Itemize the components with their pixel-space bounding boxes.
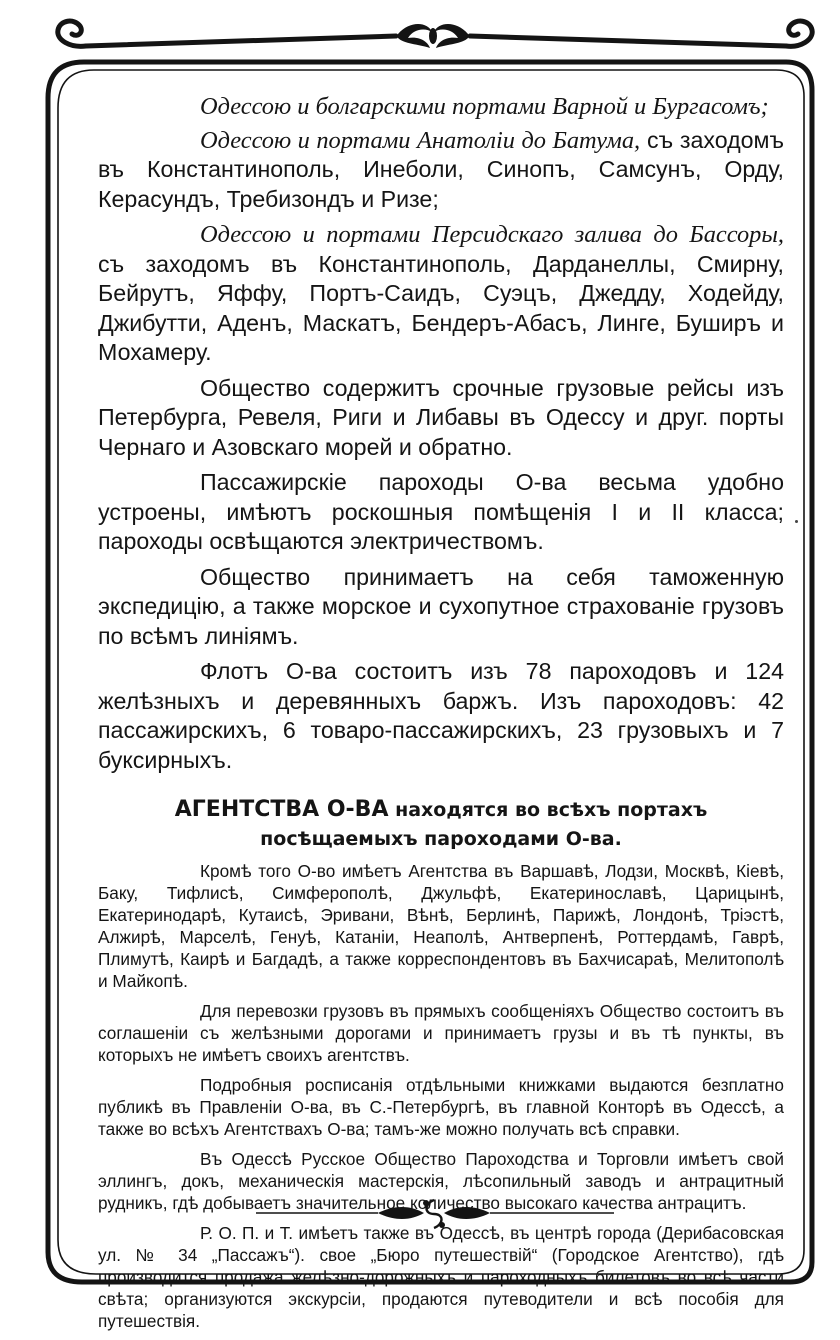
route-paragraph-anatolia	[98, 126, 784, 215]
passenger-paragraph: Пассажирскіе пароходы О-ва весьма удобно устроены, имѣютъ роскошныя помѣщенія I и II класса; пароходы освѣщаются электричествомъ.	[98, 469, 784, 554]
section-heading-lead: АГЕНТСТВА О-ВА	[174, 797, 389, 822]
italic-lead: Одессою и портами Анатоліи до Батума,	[200, 126, 641, 154]
italic-lead: Одессою и портами Персидскаго залива до Бассоры,	[200, 221, 784, 248]
agencies-paragraph: Кромѣ того О-во имѣетъ Агентства въ Варшавѣ, Лодзи, Москвѣ, Кіевѣ, Баку, Тифлисѣ, Симферополѣ, Джульфѣ, Екатеринославѣ, Царицынѣ, Екатеринодарѣ, Кутаисѣ, Эривани, Вѣнѣ, Берлинѣ, Парижѣ, Лондонѣ, Тріэстѣ, Алжирѣ, Марселѣ, Генуѣ, Катаніи, Неаполѣ, Антверпенѣ, Роттердамѣ, Гаврѣ, Плимутѣ, Каирѣ и Багдадѣ, а также корреспондентовъ въ Бахчисараѣ, Мелитополѣ и Майкопѣ.	[98, 861, 784, 991]
top-left-curl-icon	[58, 21, 86, 46]
fleet-paragraph: Флотъ О-ва состоитъ изъ 78 пароходовъ и 124 желѣзныхъ и деревянныхъ баржъ. Изъ пароходовъ: 42 пассажирскихъ, 6 товаро-пассажирскихъ, 23 грузовыхъ и 7 буксирныхъ.	[98, 658, 784, 773]
travel-bureau-paragraph: Р. О. П. и Т. имѣетъ также въ Одессѣ, въ центрѣ города (Дерибасовская ул. № 34 „Пассажъ“). свое „Бюро путешествій“ (Городское Агентство), гдѣ производится продажа желѣзно-дорожныхъ и пароходныхъ билетовъ во всѣ части свѣта; организуются экскурсіи, продаются путеводители и всѣ пособія для путешествія.	[98, 1223, 784, 1331]
railway-paragraph: Для перевозки грузовъ въ прямыхъ сообщеніяхъ Общество состоитъ въ соглашеніи съ желѣзными дорогами и принимаетъ грузы и въ тѣ пункты, въ которыхъ не имѣетъ своихъ агентствъ.	[98, 1001, 784, 1065]
text-body	[98, 92, 784, 1340]
facilities-paragraph: Въ Одессѣ Русское Общество Пароходства и Торговли имѣетъ свой эллингъ, докъ, механическія мастерскія, лѣсопильный заводъ и антрацитный рудникъ, гдѣ добываетъ значительное количество высокаго качества антрацитъ.	[98, 1149, 784, 1213]
section-heading	[106, 795, 776, 854]
cargo-paragraph: Общество содержитъ срочные грузовые рейсы изъ Петербурга, Ревеля, Риги и Либавы въ Одессу и друг. порты Чернаго и Азовскаго морей и обратно.	[98, 374, 784, 460]
italic-lead: Одессою и болгарскими портами Варной и Бургасомъ;	[200, 93, 769, 120]
timetables-paragraph: Подробныя росписанія отдѣльными книжками выдаются безплатно публикѣ въ Правленіи О-ва, въ С.-Петербургѣ, въ главной Конторѣ въ Одессѣ, а также во всѣхъ Агентствахъ О-ва; тамъ-же можно получать всѣ справки.	[98, 1075, 784, 1139]
ink-speck	[795, 520, 798, 523]
customs-paragraph: Общество принимаетъ на себя таможенную экспедицію, а также морское и сухопутное страхованіе грузовъ по всѣмъ линіямъ.	[98, 563, 784, 649]
paragraph-text: съ заходомъ въ Константинополь, Дарданеллы, Смирну, Бейрутъ, Яффу, Портъ-Саидъ, Суэцъ, Джедду, Ходейду, Джибутти, Аденъ, Маскатъ, Бендеръ-Абасъ, Линге, Буширъ и Мохамеру.	[98, 250, 784, 365]
route-paragraph-bulgaria	[98, 92, 784, 122]
section-heading-rest: находятся во всѣхъ портахъ посѣщаемыхъ пароходами О-ва.	[260, 799, 708, 850]
top-right-curl-icon	[786, 21, 812, 46]
top-rule	[86, 36, 396, 46]
scroll-flourish-icon	[398, 24, 468, 48]
paragraph-text: съ заходомъ въ Константинополь, Инеболи, Синопъ, Самсунъ, Орду, Керасундъ, Требизондъ и Ризе;	[98, 126, 784, 212]
route-paragraph-persian-gulf	[98, 220, 784, 368]
